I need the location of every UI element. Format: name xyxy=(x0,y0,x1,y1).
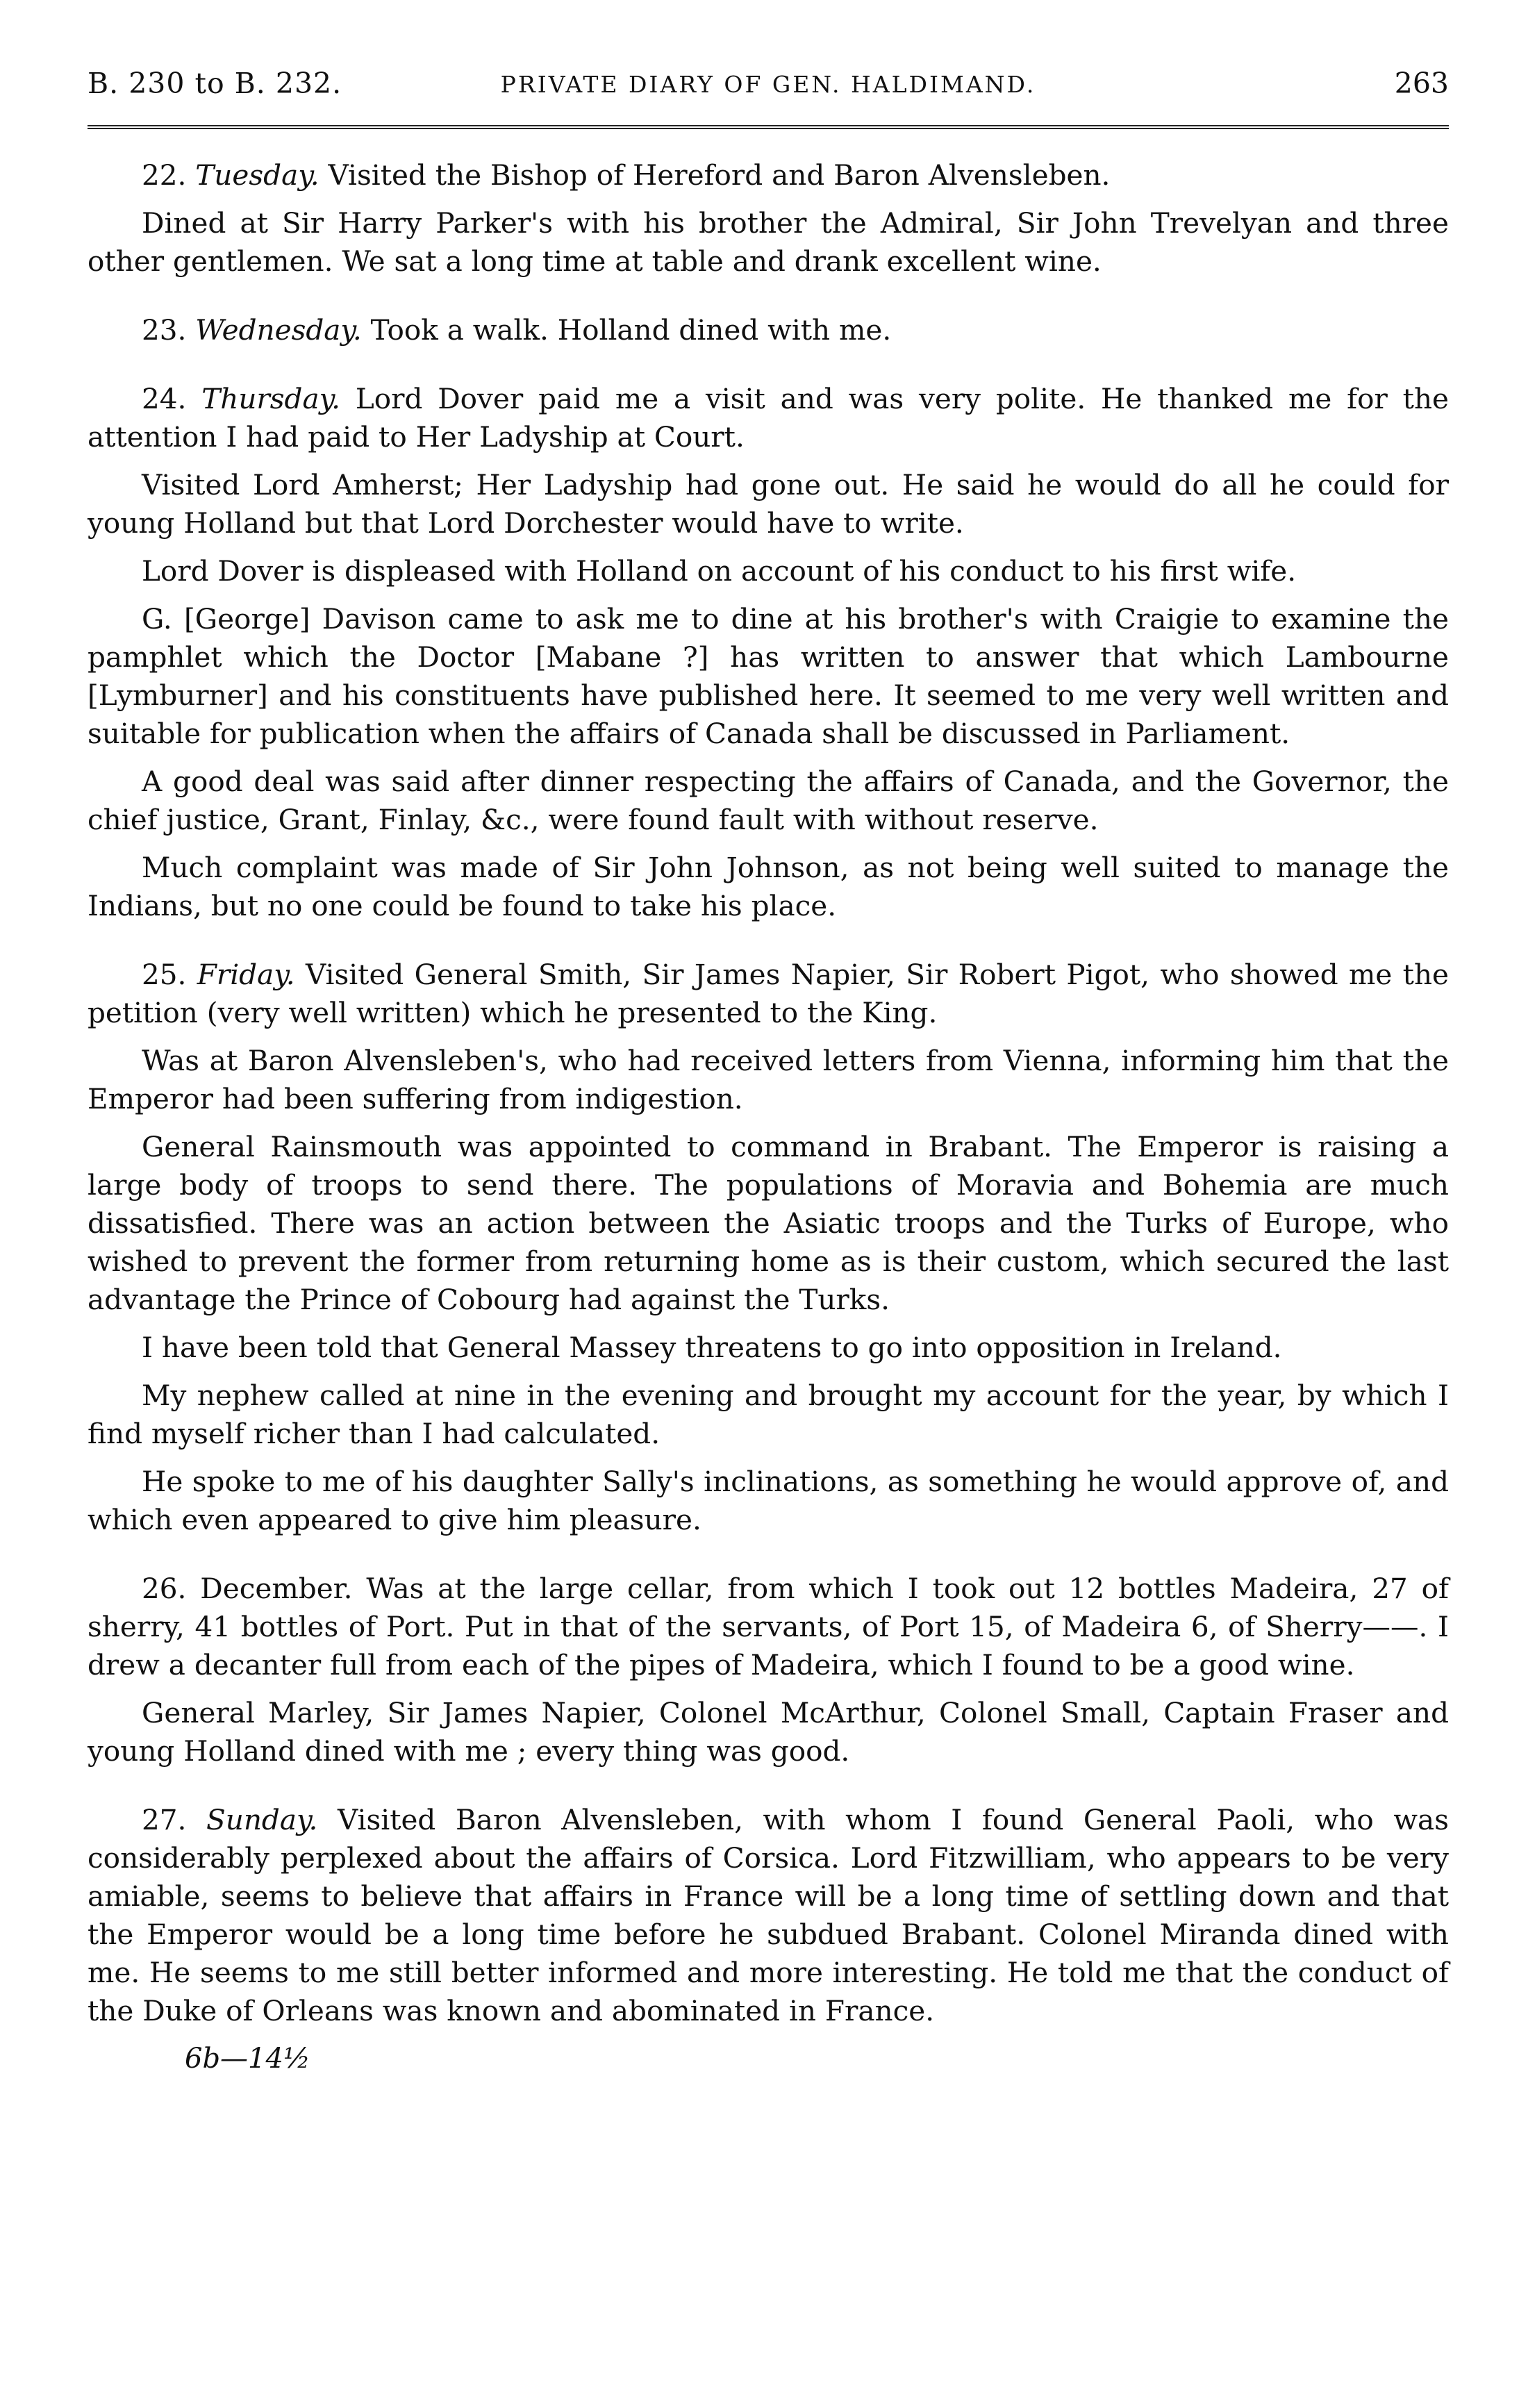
entry-number: 25. xyxy=(142,958,187,991)
paragraph-text: My nephew called at nine in the evening and brought my account for the year, by which I find myself richer than I had calculated. xyxy=(88,1379,1449,1450)
reference-range: B. 230 to B. 232. xyxy=(88,67,342,100)
paragraph-text: Visited Lord Amherst; Her Ladyship had gone out. He said he would do all he could for young Holland but that Lord Dorchester would have to write. xyxy=(88,468,1449,540)
paragraph-massey xyxy=(88,1329,1449,1367)
paragraph-22-tuesday xyxy=(88,156,1449,194)
paragraph-text: Visited General Smith, Sir James Napier, Sir Robert Pigot, who showed me the petition (very well written) which he presented to the King. xyxy=(88,958,1449,1029)
entry-number: 24. xyxy=(142,382,187,415)
entry-day: Wednesday. xyxy=(195,313,362,347)
paragraph-sally xyxy=(88,1463,1449,1539)
entry-number: 27. xyxy=(142,1803,187,1836)
paragraph-text: December. Was at the large cellar, from which I took out 12 bottles Madeira, 27 of sherry, 41 bottles of Port. Put in that of the servants, of Port 15, of Madeira 6, of Sherry——. I drew a decanter full from each of the pipes of Madeira, which I found to be a good wine. xyxy=(88,1572,1449,1682)
paragraph-dinner-guests xyxy=(88,1694,1449,1770)
diary-page xyxy=(88,67,1449,2075)
page-header xyxy=(88,67,1449,115)
paragraph-23-wednesday xyxy=(88,311,1449,349)
paragraph-parker-dinner xyxy=(88,204,1449,281)
paragraph-dover xyxy=(88,552,1449,590)
paragraph-text: He spoke to me of his daughter Sally's inclinations, as something he would approve of, and which even appeared to give him pleasure. xyxy=(88,1465,1449,1536)
running-title: PRIVATE DIARY OF GEN. HALDIMAND. xyxy=(500,71,1036,98)
paragraph-nephew-account xyxy=(88,1377,1449,1453)
paragraph-johnson xyxy=(88,849,1449,925)
paragraph-text: Lord Dover is displeased with Holland on account of his conduct to his first wife. xyxy=(142,554,1297,588)
paragraph-27-sunday xyxy=(88,1801,1449,2030)
paragraph-text: A good deal was said after dinner respecting the affairs of Canada, and the Governor, the chief justice, Grant, Finlay, &c., were found fault with without reserve. xyxy=(88,765,1449,836)
paragraph-text: I have been told that General Massey threatens to go into opposition in Ireland. xyxy=(142,1331,1282,1364)
entry-day: Friday. xyxy=(197,958,295,991)
entry-day: Tuesday. xyxy=(195,158,319,192)
paragraph-24-thursday xyxy=(88,380,1449,456)
paragraph-text: Dined at Sir Harry Parker's with his brother the Admiral, Sir John Trevelyan and three other gentlemen. We sat a long time at table and drank excellent wine. xyxy=(88,206,1449,278)
entry-number: 23. xyxy=(142,313,187,347)
entry-number: 22. xyxy=(142,158,187,192)
entry-day: Thursday. xyxy=(201,382,341,415)
paragraph-davison xyxy=(88,600,1449,753)
paragraph-amherst xyxy=(88,466,1449,542)
signature-mark: 6b—14½ xyxy=(185,2043,310,2075)
paragraph-text: Visited the Bishop of Hereford and Baron Alvensleben. xyxy=(319,158,1111,192)
paragraph-alvensleben-letters xyxy=(88,1042,1449,1118)
paragraph-text: Was at Baron Alvensleben's, who had received letters from Vienna, informing him that the Emperor had been suffering from indigestion. xyxy=(88,1044,1449,1115)
paragraph-text: Lord Dover paid me a visit and was very polite. He thanked me for the attention I had paid to Her Ladyship at Court. xyxy=(88,382,1449,454)
paragraph-rainsmouth xyxy=(88,1128,1449,1319)
paragraph-25-friday xyxy=(88,956,1449,1032)
paragraph-26-december xyxy=(88,1570,1449,1684)
paragraph-text: Visited Baron Alvensleben, with whom I found General Paoli, who was considerably perplexed about the affairs of Corsica. Lord Fitzwilliam, who appears to be very amiable, seems to believe that affairs in France will be a long time of settling down and that the Emperor would be a long time before he subdued Brabant. Colonel Miranda dined with me. He seems to me still better informed and more interesting. He told me that the conduct of the Duke of Orleans was known and abominated in France. xyxy=(88,1803,1449,2027)
entry-number: 26. xyxy=(142,1572,187,1605)
paragraph-text: General Rainsmouth was appointed to command in Brabant. The Emperor is raising a large body of troops to send there. The populations of Moravia and Bohemia are much dissatisfied. There was an action between the Asiatic troops and the Turks of Europe, who wished to prevent the former from returning home as is their custom, which secured the last advantage the Prince of Cobourg had against the Turks. xyxy=(88,1130,1449,1316)
paragraph-text: Took a walk. Holland dined with me. xyxy=(361,313,892,347)
header-rule xyxy=(88,125,1449,131)
entry-day: Sunday. xyxy=(206,1803,318,1836)
paragraph-text: G. [George] Davison came to ask me to dine at his brother's with Craigie to examine the pamphlet which the Doctor [Mabane ?] has written to answer that which Lambourne [Lymburner] and his constituents have published here. It seemed to me very well written and suitable for publication when the affairs of Canada shall be discussed in Parliament. xyxy=(88,602,1449,750)
page-number: 263 xyxy=(1394,67,1449,100)
diary-body xyxy=(88,156,1449,2030)
paragraph-text: Much complaint was made of Sir John Johnson, as not being well suited to manage the Indians, but no one could be found to take his place. xyxy=(88,851,1449,922)
paragraph-canada-affairs xyxy=(88,763,1449,839)
paragraph-text: General Marley, Sir James Napier, Colonel McArthur, Colonel Small, Captain Fraser and young Holland dined with me ; every thing was good. xyxy=(88,1696,1449,1768)
